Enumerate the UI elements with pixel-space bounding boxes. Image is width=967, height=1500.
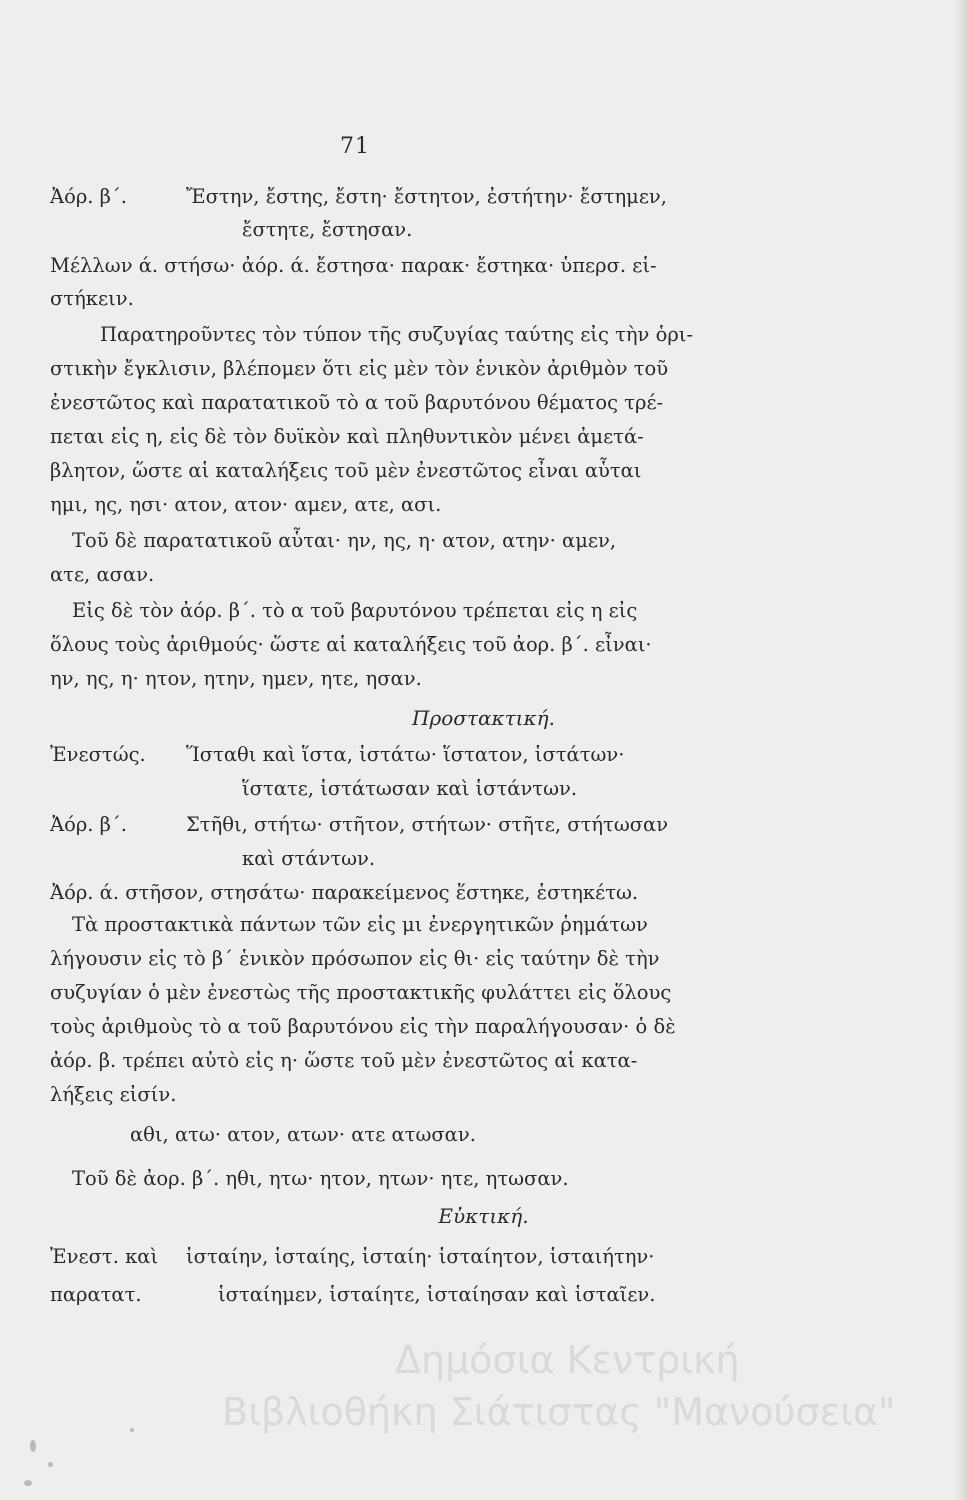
library-watermark-line-2: Βιβλιοθήκη Σιάτιστας "Μανούσεια" <box>222 1390 896 1434</box>
paragraph-4-line: Τὰ προστακτικὰ πάντων τῶν εἰς μι ἐνεργητικῶν ῥημάτων <box>72 913 648 936</box>
imp-present-label: Ἐνεστώς. <box>50 743 146 766</box>
imp-present-line-1: Ἵσταθι καὶ ἵστα, ἱστάτω· ἵστατον, ἱστάτων· <box>186 743 625 766</box>
paper-speck <box>30 1440 36 1452</box>
paragraph-3-line: ην, ης, η· ητον, ητην, ημεν, ητε, ησαν. <box>50 667 422 690</box>
heading-optative: Εὐκτική. <box>438 1204 529 1228</box>
page-edge-shadow <box>955 0 967 1500</box>
imp-aor1-line: Ἀόρ. ά. στῆσον, στησάτω· παρακείμενος ἕστηκε, ἑστηκέτω. <box>50 881 639 904</box>
opt-label-2: παρατατ. <box>50 1283 142 1306</box>
heading-imperative: Προστακτική. <box>412 706 555 730</box>
paragraph-1-line: ἐνεστῶτος καὶ παρατατικοῦ τὸ α τοῦ βαρυτόνου θέματος τρέ- <box>50 391 664 414</box>
library-watermark-line-1: Δημόσια Κεντρική <box>395 1338 740 1382</box>
paragraph-4-line: τοὺς ἀριθμοὺς τὸ α τοῦ βαρυτόνου εἰς τὴν παραλήγουσαν· ὁ δὲ <box>50 1015 676 1038</box>
endings-line-2: Τοῦ δὲ ἀορ. β΄. ηθι, ητω· ητον, ητων· ητε, ητωσαν. <box>72 1167 569 1190</box>
paper-speck <box>48 1462 53 1467</box>
paper-speck <box>130 1428 134 1432</box>
page-number: 71 <box>340 134 370 159</box>
paragraph-1-line: Παρατηροῦντες τὸν τύπον τῆς συζυγίας ταύτης εἰς τὴν ὁρι- <box>100 323 694 346</box>
imp-aor2-line-2: καὶ στάντων. <box>242 847 376 870</box>
paragraph-2-line: ατε, ασαν. <box>50 563 155 586</box>
opt-line-1: ἱσταίην, ἱσταίης, ἱσταίη· ἱσταίητον, ἱσταιήτην· <box>186 1245 655 1268</box>
paragraph-3-line: Εἰς δὲ τὸν ἀόρ. β΄. τὸ α τοῦ βαρυτόνου τρέπεται εἰς η εἰς <box>72 599 638 622</box>
paragraph-2-line: Τοῦ δὲ παρατατικοῦ αὗται· ην, ης, η· ατον, ατην· αμεν, <box>72 529 617 552</box>
paragraph-4-line: λήξεις εἰσίν. <box>50 1083 177 1106</box>
paragraph-1-line: πεται εἰς η, εἰς δὲ τὸν δυϊκὸν καὶ πληθυντικὸν μένει ἀμετά- <box>50 425 644 448</box>
aor2-line-1: Ἔστην, ἔστης, ἔστη· ἔστητον, ἐστήτην· ἔστημεν, <box>186 185 667 208</box>
paragraph-4-line: λήγουσιν εἰς τὸ β΄ ἑνικὸν πρόσωπον εἰς θι· εἰς ταύτην δὲ τὴν <box>50 947 660 970</box>
future-line-1: Μέλλων ά. στήσω· ἀόρ. ά. ἔστησα· παρακ· ἔστηκα· ὑπερσ. εἱ- <box>50 254 657 277</box>
paragraph-1-line: ημι, ης, ησι· ατον, ατον· αμεν, ατε, ασι. <box>50 493 442 516</box>
paper-speck <box>24 1480 32 1486</box>
imp-aor2-label: Ἀόρ. β΄. <box>50 813 127 836</box>
paragraph-4-line: συζυγίαν ὁ μὲν ἐνεστὼς τῆς προστακτικῆς φυλάττει εἰς ὅλους <box>50 981 672 1004</box>
imp-aor2-line-1: Στῆθι, στήτω· στῆτον, στήτων· στῆτε, στήτωσαν <box>186 813 669 836</box>
aor2-line-2: ἔστητε, ἔστησαν. <box>242 218 413 241</box>
paragraph-3-line: ὅλους τοὺς ἀριθμούς· ὥστε αἱ καταλήξεις τοῦ ἀορ. β΄. εἶναι· <box>50 633 652 656</box>
imp-present-line-2: ἵστατε, ἱστάτωσαν καὶ ἱστάντων. <box>242 777 578 800</box>
paragraph-4-line: ἀόρ. β. τρέπει αὐτὸ εἰς η· ὥστε τοῦ μὲν ἐνεστῶτος αἱ κατα- <box>50 1049 638 1072</box>
future-line-2: στήκειν. <box>50 287 134 310</box>
paragraph-1-line: στικὴν ἔγκλισιν, βλέπομεν ὅτι εἰς μὲν τὸν ἑνικὸν ἀριθμὸν τοῦ <box>50 357 669 380</box>
paragraph-1-line: βλητον, ὥστε αἱ καταλήξεις τοῦ μὲν ἐνεστῶτος εἶναι αὗται <box>50 459 642 482</box>
opt-label-1: Ἐνεστ. καὶ <box>50 1245 159 1268</box>
opt-line-2: ἱσταίημεν, ἱσταίητε, ἱσταίησαν καὶ ἱσταῖεν. <box>218 1283 656 1306</box>
endings-line-1: αθι, ατω· ατον, ατων· ατε ατωσαν. <box>130 1123 476 1146</box>
aor2-label: Ἀόρ. β΄. <box>50 185 127 208</box>
